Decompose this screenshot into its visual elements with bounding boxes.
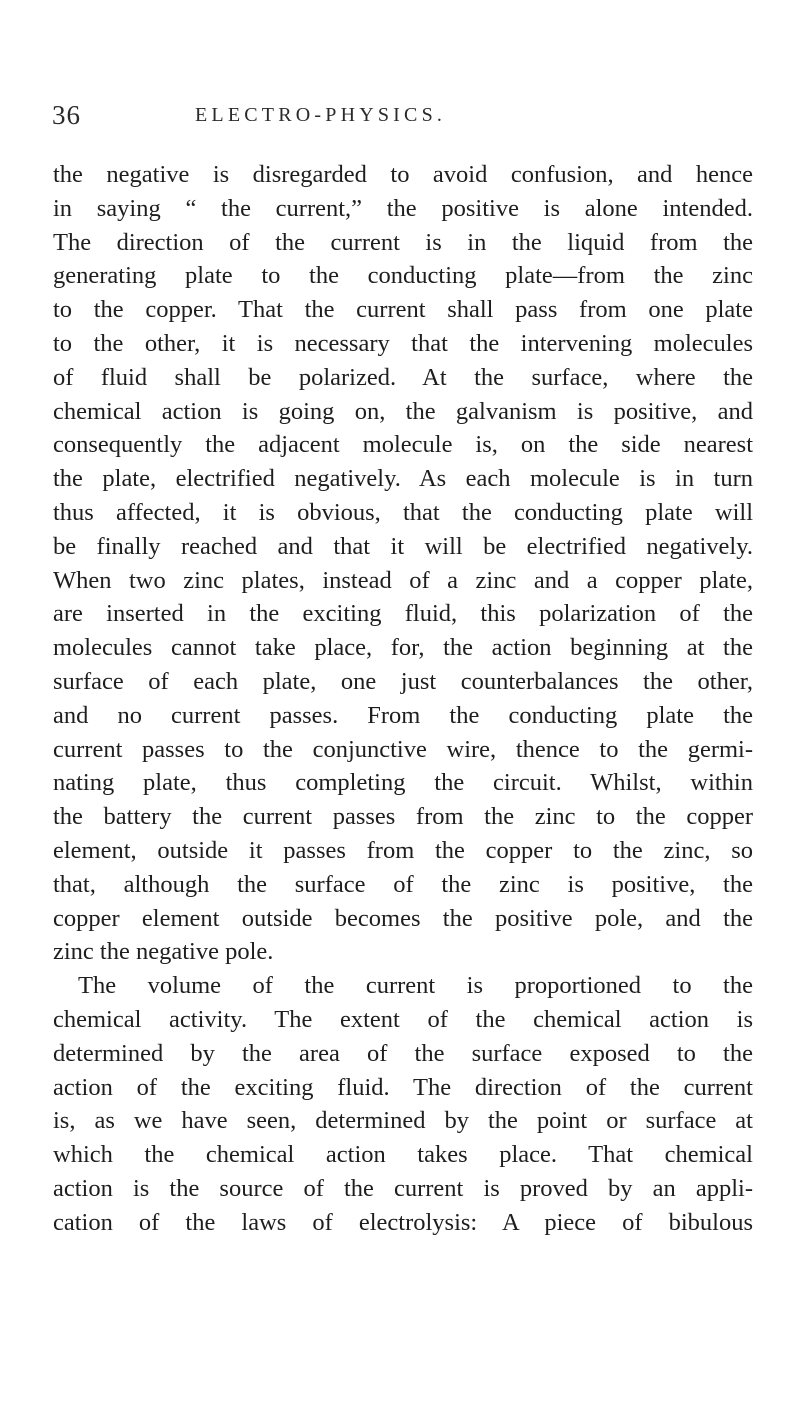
text-line: that, although the surface of the zinc is positive, the <box>53 870 753 898</box>
text-line: action is the source of the current is proved by an appli- <box>53 1174 753 1202</box>
text-line: element, outside it passes from the copper to the zinc, so <box>53 836 753 864</box>
text-line: action of the exciting fluid. The direction of the current <box>53 1073 753 1101</box>
running-title: ELECTRO-PHYSICS. <box>195 104 447 126</box>
text-line: copper element outside becomes the positive pole, and the <box>53 904 753 932</box>
text-line: chemical action is going on, the galvanism is positive, and <box>53 397 753 425</box>
text-line: The direction of the current is in the liquid from the <box>53 228 753 256</box>
text-line-paragraph-start: The volume of the current is proportioned to the <box>78 972 753 1000</box>
text-line: surface of each plate, one just counterbalances the other, <box>53 667 753 695</box>
text-line: consequently the adjacent molecule is, on the side nearest <box>53 431 753 459</box>
text-line: in saying “ the current,” the positive is alone intended. <box>53 194 753 222</box>
page-number: 36 <box>52 100 81 130</box>
text-line: is, as we have seen, determined by the point or surface at <box>53 1107 753 1135</box>
text-line: of fluid shall be polarized. At the surface, where the <box>53 363 753 391</box>
text-line: cation of the laws of electrolysis: A piece of bibulous <box>53 1208 753 1236</box>
text-line: which the chemical action takes place. That chemical <box>53 1141 753 1169</box>
text-line: molecules cannot take place, for, the action beginning at the <box>53 634 753 662</box>
body-text <box>53 158 753 1240</box>
text-line: When two zinc plates, instead of a zinc and a copper plate, <box>53 566 753 594</box>
text-line: to the copper. That the current shall pass from one plate <box>53 296 753 324</box>
text-line: the plate, electrified negatively. As each molecule is in turn <box>53 465 753 493</box>
text-line: thus affected, it is obvious, that the conducting plate will <box>53 498 753 526</box>
text-line: and no current passes. From the conducting plate the <box>53 701 753 729</box>
text-line: current passes to the conjunctive wire, thence to the germi- <box>53 735 753 763</box>
text-line: nating plate, thus completing the circuit. Whilst, within <box>53 769 753 797</box>
text-line: generating plate to the conducting plate—from the zinc <box>53 262 753 290</box>
running-head <box>52 100 752 140</box>
text-line: chemical activity. The extent of the chemical action is <box>53 1005 753 1033</box>
text-line: to the other, it is necessary that the intervening molecules <box>53 329 753 357</box>
text-line: determined by the area of the surface exposed to the <box>53 1039 753 1067</box>
text-line: the battery the current passes from the zinc to the copper <box>53 803 753 831</box>
text-line: be finally reached and that it will be electrified negatively. <box>53 532 753 560</box>
text-line: are inserted in the exciting fluid, this polarization of the <box>53 600 753 628</box>
text-line-paragraph-end: zinc the negative pole. <box>53 938 274 966</box>
text-line: the negative is disregarded to avoid confusion, and hence <box>53 161 753 188</box>
